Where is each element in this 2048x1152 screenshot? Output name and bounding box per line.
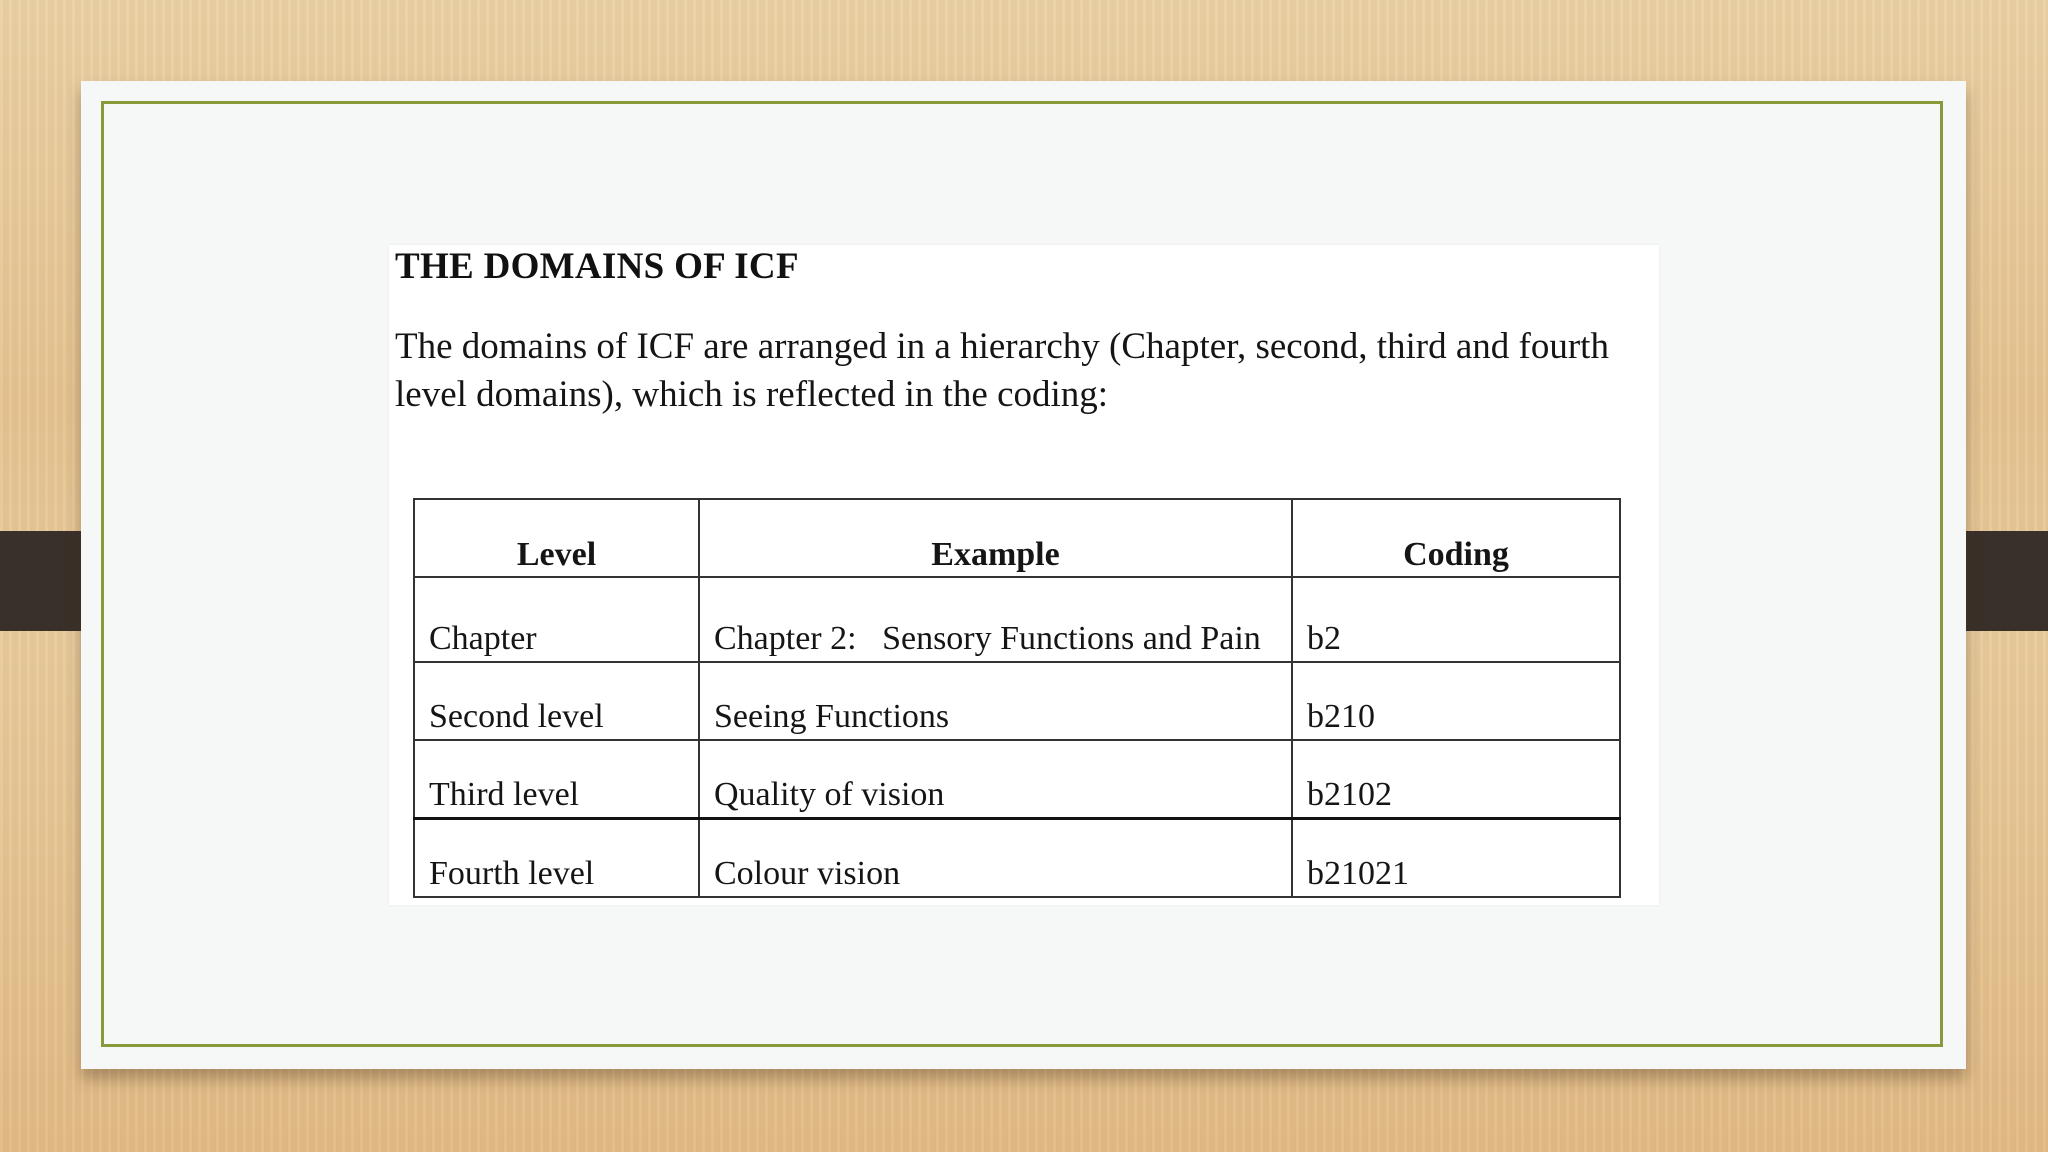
table-row: [414, 662, 1620, 740]
document-heading: THE DOMAINS OF ICF: [395, 246, 799, 287]
table-header-row: [414, 499, 1620, 577]
table-row: [414, 740, 1620, 819]
cell-level: Fourth level: [414, 819, 699, 898]
document-image: [389, 245, 1659, 905]
cell-coding: b210: [1292, 662, 1620, 740]
cell-level: Chapter: [414, 577, 699, 662]
header-level: Level: [414, 499, 699, 577]
cell-coding: b2: [1292, 577, 1620, 662]
cell-example: Chapter 2: Sensory Functions and Pain: [699, 577, 1292, 662]
cell-example: Seeing Functions: [699, 662, 1292, 740]
icf-levels-table: [413, 498, 1621, 898]
cell-coding: b2102: [1292, 740, 1620, 819]
cell-level: Second level: [414, 662, 699, 740]
cell-example: Quality of vision: [699, 740, 1292, 819]
cell-coding: b21021: [1292, 819, 1620, 898]
cell-example: Colour vision: [699, 819, 1292, 898]
table-row: [414, 577, 1620, 662]
table-row: [414, 819, 1620, 898]
header-example: Example: [699, 499, 1292, 577]
cell-level: Third level: [414, 740, 699, 819]
document-paragraph: The domains of ICF are arranged in a hierarchy (Chapter, second, third and fourth level domains), which is reflected in the coding:: [395, 326, 1609, 415]
header-coding: Coding: [1292, 499, 1620, 577]
